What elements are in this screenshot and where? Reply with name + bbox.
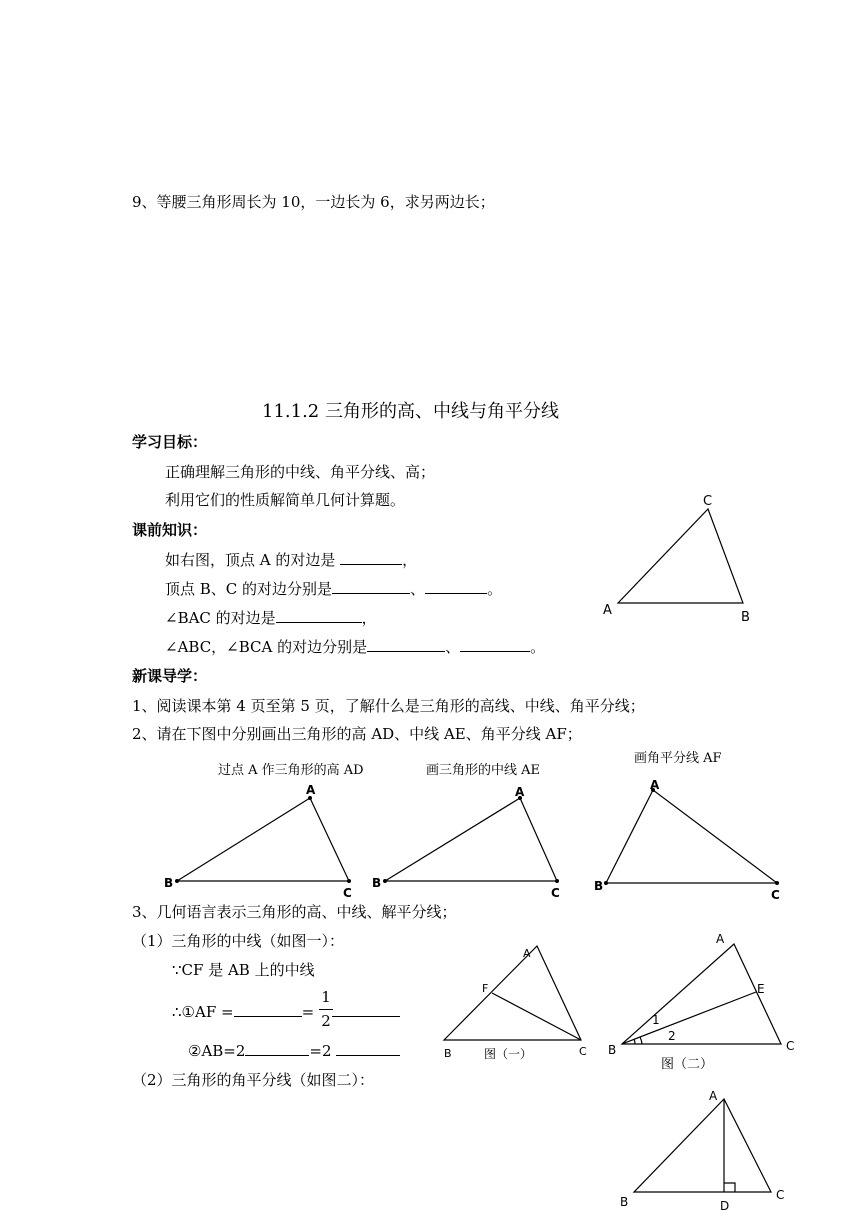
vertex-label: B xyxy=(372,876,382,890)
angle-label: 1 xyxy=(652,1013,660,1027)
vertex-label: C xyxy=(343,886,352,900)
punct: 。 xyxy=(487,580,503,598)
vertex-label: A xyxy=(650,778,660,792)
vertex-dot xyxy=(604,881,608,885)
vertex-label: A xyxy=(306,783,316,797)
median-line-2-mid: =2 xyxy=(309,1042,332,1060)
lesson-item-3: 3、几何语言表示三角形的高、中线、解平分线； xyxy=(132,903,457,921)
vertex-label: A xyxy=(709,1089,718,1103)
vertex-dot xyxy=(555,879,559,883)
reference-triangle xyxy=(618,509,743,603)
pre-line-2-text: 顶点 B、C 的对边分别是 xyxy=(165,580,333,598)
vertex-label: C xyxy=(776,1188,785,1202)
vertex-label: C xyxy=(703,494,713,509)
vertex-label: C xyxy=(786,1039,795,1053)
vertex-label: B xyxy=(164,876,174,890)
vertex-label: A xyxy=(603,603,612,618)
altitude-triangle xyxy=(634,1099,771,1192)
fraction-bar xyxy=(319,1009,333,1010)
new-lesson-heading: 新课导学： xyxy=(132,667,208,685)
vertex-label: B xyxy=(741,610,750,625)
caption-altitude: 过点 A 作三角形的高 AD xyxy=(218,763,364,778)
vertex-dot xyxy=(383,879,387,883)
punct: 。 xyxy=(530,638,546,656)
goal-item: 利用它们的性质解简单几何计算题。 xyxy=(165,491,406,509)
punct: ， xyxy=(402,551,418,569)
equals: = xyxy=(301,1003,315,1021)
vertex-label: A xyxy=(515,785,525,799)
pre-line-3-text: ∠BAC 的对边是 xyxy=(165,609,276,627)
punct: 、 xyxy=(410,580,426,598)
median-heading: （1）三角形的中线（如图一）： xyxy=(132,932,345,950)
vertex-label: B xyxy=(620,1195,629,1209)
figure-two-caption: 图（二） xyxy=(661,1057,714,1072)
punct: 、 xyxy=(445,638,461,656)
fraction-denominator: 2 xyxy=(321,1012,331,1030)
lesson-item-2: 2、请在下图中分别画出三角形的高 AD、中线 AE、角平分线 AF； xyxy=(132,725,582,743)
vertex-label: D xyxy=(720,1199,730,1213)
angle-label: 2 xyxy=(668,1029,676,1043)
median-line-2-text: ②AB=2 xyxy=(188,1042,246,1060)
vertex-label: E xyxy=(757,982,765,996)
vertex-label: C xyxy=(579,1045,587,1058)
vertex-dot xyxy=(775,881,779,885)
question-9: 9、等腰三角形周长为 10，一边长为 6，求另两边长； xyxy=(132,193,495,211)
vertex-label: F xyxy=(482,982,489,995)
pre-knowledge-heading: 课前知识： xyxy=(132,521,208,539)
vertex-label: C xyxy=(551,886,560,900)
caption-bisector: 画角平分线 AF xyxy=(634,751,722,766)
figure-one-caption: 图（一） xyxy=(484,1047,533,1061)
punct: ， xyxy=(361,609,377,627)
median-line-1-text: ∴①AF = xyxy=(172,1003,234,1021)
figure-one-triangle xyxy=(444,946,581,1040)
caption-median: 画三角形的中线 AE xyxy=(426,763,541,778)
fraction-numerator: 1 xyxy=(321,988,331,1006)
vertex-dot xyxy=(347,879,351,883)
triangle-altitude xyxy=(177,798,349,881)
bisector-heading: （2）三角形的角平分线（如图二）： xyxy=(132,1071,375,1089)
median-because: ∵CF 是 AB 上的中线 xyxy=(172,961,315,979)
triangle-median xyxy=(385,798,557,881)
lesson-item-1: 1、阅读课本第 4 页至第 5 页，了解什么是三角形的高线、中线、角平分线； xyxy=(132,697,645,715)
vertex-label: B xyxy=(608,1043,617,1057)
vertex-label: B xyxy=(444,1047,452,1060)
vertex-label: C xyxy=(771,888,780,902)
vertex-label: B xyxy=(594,879,604,893)
section-title: 11.1.2 三角形的高、中线与角平分线 xyxy=(262,401,559,422)
triangle-bisector xyxy=(606,790,777,883)
pre-line-4-text: ∠ABC，∠BCA 的对边分别是 xyxy=(165,638,368,656)
goal-item: 正确理解三角形的中线、角平分线、高； xyxy=(165,463,436,481)
vertex-label: A xyxy=(523,947,531,960)
goals-heading: 学习目标： xyxy=(132,433,208,451)
vertex-label: A xyxy=(716,932,725,946)
vertex-dot xyxy=(175,879,179,883)
pre-line-1-text: 如右图，顶点 A 的对边是 xyxy=(165,551,336,569)
